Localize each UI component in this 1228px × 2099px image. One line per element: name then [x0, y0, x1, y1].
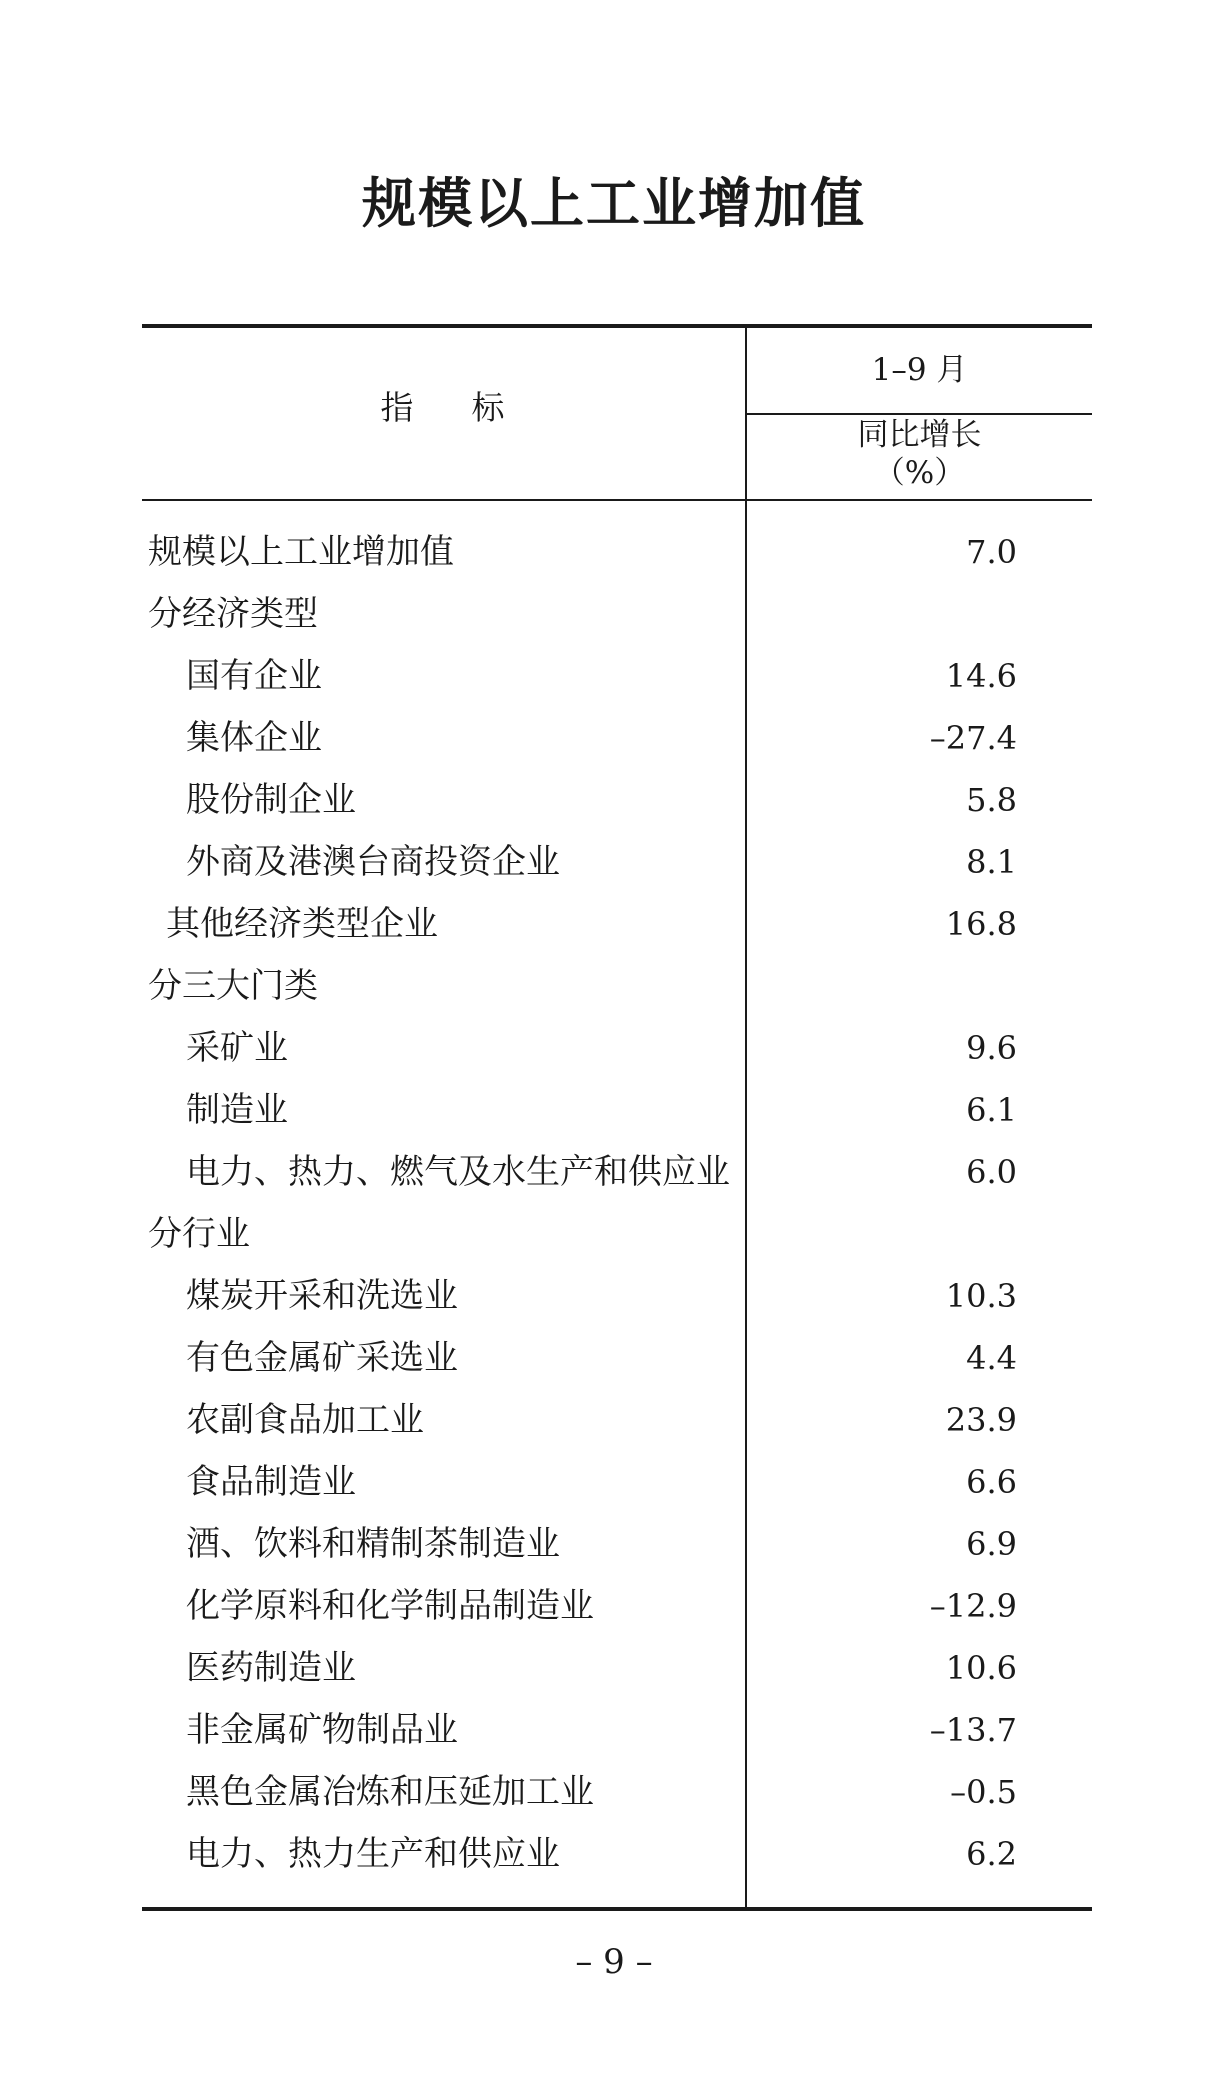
row-value: 9.6: [966, 1029, 1017, 1067]
table-row: [142, 1576, 1092, 1638]
table-row: [142, 1514, 1092, 1576]
row-label: 股份制企业: [186, 780, 356, 820]
row-label: 制造业: [186, 1090, 288, 1130]
page-title: 规模以上工业增加值: [362, 172, 866, 235]
metric-header-unit: （%）: [873, 455, 966, 491]
table-row: [142, 832, 1092, 894]
table-row: [142, 1390, 1092, 1452]
table-row: [142, 1328, 1092, 1390]
row-label: 化学原料和化学制品制造业: [186, 1586, 594, 1626]
table-bottom-rule: [142, 1907, 1092, 1911]
table-row: [142, 770, 1092, 832]
row-value: –0.5: [950, 1773, 1017, 1811]
table-row: [142, 1824, 1092, 1886]
table-row: [142, 584, 1092, 646]
row-label: 酒、饮料和精制茶制造业: [186, 1524, 560, 1564]
table-row: [142, 1638, 1092, 1700]
row-value: 5.8: [966, 781, 1017, 819]
row-label: 煤炭开采和洗选业: [186, 1276, 458, 1316]
row-label: 食品制造业: [186, 1462, 356, 1502]
table-row: [142, 956, 1092, 1018]
row-value: 6.1: [966, 1091, 1017, 1129]
table-row: [142, 1700, 1092, 1762]
table-row: [142, 708, 1092, 770]
row-label: 非金属矿物制品业: [186, 1710, 458, 1750]
row-value: 8.1: [966, 843, 1017, 881]
row-value: –27.4: [929, 719, 1017, 757]
row-label: 分行业: [148, 1214, 250, 1254]
metric-header-line1: 同比增长: [857, 417, 982, 453]
table-row: [142, 522, 1092, 584]
row-label: 其他经济类型企业: [166, 904, 438, 944]
header-bottom-rule: [142, 499, 1092, 501]
table-row: [142, 646, 1092, 708]
row-label: 分经济类型: [148, 594, 318, 634]
table-row: [142, 1452, 1092, 1514]
row-value: 10.3: [945, 1277, 1017, 1315]
row-value: 10.6: [945, 1649, 1017, 1687]
row-label: 分三大门类: [148, 966, 318, 1006]
period-header-rule: [747, 413, 1092, 415]
row-value: –12.9: [929, 1587, 1017, 1625]
row-label: 电力、热力、燃气及水生产和供应业: [186, 1152, 730, 1192]
row-value: 6.2: [966, 1835, 1017, 1873]
row-value: 16.8: [945, 905, 1017, 943]
row-label: 黑色金属冶炼和压延加工业: [186, 1772, 594, 1812]
table-top-rule: [142, 324, 1092, 328]
row-label: 采矿业: [186, 1028, 288, 1068]
table-row: [142, 1762, 1092, 1824]
row-label: 农副食品加工业: [186, 1400, 424, 1440]
page-number: – 9 –: [575, 1942, 653, 1982]
table-row: [142, 894, 1092, 956]
table-body: [142, 522, 1092, 1886]
statistics-table: [142, 324, 1092, 1910]
row-value: –13.7: [929, 1711, 1017, 1749]
row-label: 集体企业: [186, 718, 322, 758]
period-header: 1–9 月: [871, 352, 968, 388]
row-value: 6.6: [966, 1463, 1017, 1501]
row-value: 14.6: [945, 657, 1017, 695]
row-label: 国有企业: [186, 656, 322, 696]
row-value: 7.0: [966, 533, 1017, 571]
table-row: [142, 1266, 1092, 1328]
table-row: [142, 1142, 1092, 1204]
row-value: 23.9: [945, 1401, 1017, 1439]
row-label: 有色金属矿采选业: [186, 1338, 458, 1378]
indicator-header-char-2: 标: [471, 388, 507, 427]
row-label: 电力、热力生产和供应业: [186, 1834, 560, 1874]
table-row: [142, 1204, 1092, 1266]
indicator-column-header: [142, 384, 745, 432]
indicator-header-char-1: 指: [380, 388, 416, 427]
table-row: [142, 1018, 1092, 1080]
row-value: 4.4: [966, 1339, 1017, 1377]
row-value: 6.9: [966, 1525, 1017, 1563]
row-value: 6.0: [966, 1153, 1017, 1191]
table-row: [142, 1080, 1092, 1142]
metric-header: [747, 416, 1092, 492]
row-label: 规模以上工业增加值: [148, 532, 454, 572]
row-label: 医药制造业: [186, 1648, 356, 1688]
row-label: 外商及港澳台商投资企业: [186, 842, 560, 882]
